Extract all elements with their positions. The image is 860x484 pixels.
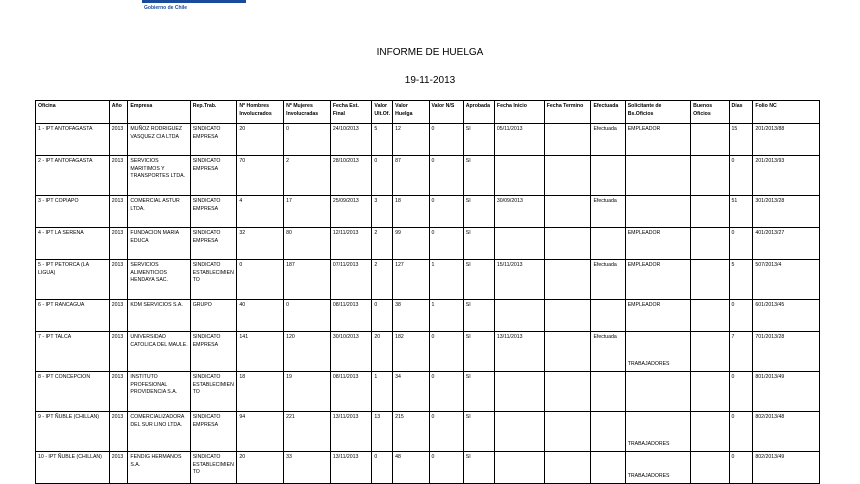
- table-cell: 4 - IPT LA SERENA: [36, 228, 110, 260]
- table-cell: 19: [284, 372, 331, 412]
- table-cell: [591, 372, 625, 412]
- table-cell: TRABAJADORES: [625, 412, 690, 452]
- table-cell: 0: [729, 300, 753, 332]
- col-header: Año: [109, 101, 128, 124]
- table-cell: 1: [429, 300, 463, 332]
- table-cell: [494, 228, 544, 260]
- table-cell: SI: [463, 332, 494, 372]
- col-header: Nº Mujeres Involucradas: [284, 101, 331, 124]
- table-cell: [494, 452, 544, 484]
- table-cell: 0: [372, 452, 393, 484]
- table-cell: 0: [729, 372, 753, 412]
- table-cell: SERVICIOS ALIMENTICIOS HENDAYA SAC.: [128, 260, 190, 300]
- table-cell: 1: [372, 372, 393, 412]
- table-cell: UNIVERSIDAD CATOLICA DEL MAULE.: [128, 332, 190, 372]
- strike-report-table: [35, 100, 820, 484]
- table-cell: [544, 156, 591, 196]
- table-cell: 20: [237, 124, 284, 156]
- table-header-row: [36, 101, 820, 124]
- table-cell: [494, 156, 544, 196]
- table-cell: SI: [463, 452, 494, 484]
- col-header: Efectuada: [591, 101, 625, 124]
- table-cell: SINDICATO ESTABLECIMIENTO: [190, 260, 237, 300]
- table-cell: 2013: [109, 228, 128, 260]
- government-logo: [142, 0, 246, 11]
- table-cell: KDM SERVICIOS S.A.: [128, 300, 190, 332]
- table-cell: [494, 300, 544, 332]
- table-cell: 0: [429, 332, 463, 372]
- table-cell: TRABAJADORES: [625, 452, 690, 484]
- table-cell: 15: [729, 124, 753, 156]
- table-cell: 2013: [109, 300, 128, 332]
- table-cell: [591, 228, 625, 260]
- col-header: Rep.Trab.: [190, 101, 237, 124]
- table-cell: Efectuada: [591, 124, 625, 156]
- table-cell: 30/09/2013: [494, 196, 544, 228]
- table-cell: 13/11/2013: [494, 332, 544, 372]
- table-cell: 507/2013/4: [753, 260, 820, 300]
- table-cell: [691, 228, 729, 260]
- table-cell: [544, 452, 591, 484]
- table-cell: INSTITUTO PROFESIONAL PROVIDENCIA S.A.: [128, 372, 190, 412]
- table-cell: [591, 156, 625, 196]
- table-cell: 2013: [109, 156, 128, 196]
- table-cell: 48: [393, 452, 429, 484]
- table-cell: 401/2013/27: [753, 228, 820, 260]
- table-cell: [494, 372, 544, 412]
- col-header: Aprobada: [463, 101, 494, 124]
- table-cell: [691, 300, 729, 332]
- col-header: Fecha Termino: [544, 101, 591, 124]
- table-cell: MUÑOZ RODRIGUEZ VASQUEZ CIA LTDA: [128, 124, 190, 156]
- table-cell: 221: [284, 412, 331, 452]
- table-cell: 8 - IPT CONCEPCION: [36, 372, 110, 412]
- table-cell: 2013: [109, 332, 128, 372]
- table-row: [36, 156, 820, 196]
- table-cell: [544, 332, 591, 372]
- table-cell: 25/09/2013: [330, 196, 372, 228]
- table-cell: 801/2013/49: [753, 372, 820, 412]
- table-cell: [691, 412, 729, 452]
- table-row: [36, 300, 820, 332]
- table-cell: 2013: [109, 196, 128, 228]
- table-cell: 13/11/2013: [330, 412, 372, 452]
- table-cell: SI: [463, 300, 494, 332]
- table-row: [36, 412, 820, 452]
- table-cell: [625, 156, 690, 196]
- table-cell: 2: [372, 228, 393, 260]
- table-cell: 9 - IPT ÑUBLE (CHILLAN): [36, 412, 110, 452]
- table-cell: 187: [284, 260, 331, 300]
- report-title: INFORME DE HUELGA: [376, 47, 484, 58]
- table-cell: EMPLEADOR: [625, 228, 690, 260]
- table-cell: SINDICATO EMPRESA: [190, 228, 237, 260]
- table-cell: 301/2013/28: [753, 196, 820, 228]
- table-cell: SINDICATO EMPRESA: [190, 124, 237, 156]
- table-cell: 30/10/2013: [330, 332, 372, 372]
- col-header: Valor Ult.Of.: [372, 101, 393, 124]
- table-cell: FUNDACION MARIA EDUCA: [128, 228, 190, 260]
- table-cell: 4: [237, 196, 284, 228]
- table-cell: 0: [729, 452, 753, 484]
- table-cell: 0: [429, 412, 463, 452]
- table-cell: 20: [237, 452, 284, 484]
- table-cell: SI: [463, 260, 494, 300]
- table-cell: SI: [463, 124, 494, 156]
- table-row: [36, 196, 820, 228]
- col-header: Buenos Oficios: [691, 101, 729, 124]
- col-header: Valor Huelga: [393, 101, 429, 124]
- table-cell: 0: [429, 228, 463, 260]
- table-cell: [544, 372, 591, 412]
- col-header: Nº Hombres Involucrados: [237, 101, 284, 124]
- table-cell: SI: [463, 156, 494, 196]
- report-date: 19-11-2013: [404, 75, 456, 86]
- table-cell: 13/11/2013: [330, 452, 372, 484]
- table-cell: EMPLEADOR: [625, 124, 690, 156]
- table-cell: [691, 452, 729, 484]
- table-cell: 0: [372, 300, 393, 332]
- table-cell: [544, 300, 591, 332]
- table-cell: 2: [284, 156, 331, 196]
- table-cell: 701/2013/28: [753, 332, 820, 372]
- table-cell: 15/11/2013: [494, 260, 544, 300]
- col-header: Folio NC: [753, 101, 820, 124]
- table-cell: 38: [393, 300, 429, 332]
- col-header: Valor N/S: [429, 101, 463, 124]
- table-cell: 802/2013/48: [753, 412, 820, 452]
- table-cell: [544, 260, 591, 300]
- table-cell: 10 - IPT ÑUBLE (CHILLAN): [36, 452, 110, 484]
- table-cell: [494, 412, 544, 452]
- table-cell: 70: [237, 156, 284, 196]
- table-body: [36, 124, 820, 484]
- table-row: [36, 260, 820, 300]
- table-cell: [625, 196, 690, 228]
- table-cell: 2 - IPT ANTOFAGASTA: [36, 156, 110, 196]
- table-cell: 2: [372, 260, 393, 300]
- col-header: Fecha Est. Final: [330, 101, 372, 124]
- table-cell: FENDIG HERMANOS S.A.: [128, 452, 190, 484]
- table-cell: [544, 124, 591, 156]
- table-cell: 0: [429, 452, 463, 484]
- table-cell: 94: [237, 412, 284, 452]
- table-cell: 6 - IPT RANCAGUA: [36, 300, 110, 332]
- table-cell: 07/11/2013: [330, 260, 372, 300]
- table-cell: EMPLEADOR: [625, 260, 690, 300]
- table-cell: 32: [237, 228, 284, 260]
- table-cell: 2013: [109, 412, 128, 452]
- table-cell: 802/2013/49: [753, 452, 820, 484]
- table-cell: 201/2013/93: [753, 156, 820, 196]
- table-cell: [625, 372, 690, 412]
- table-cell: 1: [429, 260, 463, 300]
- table-cell: [544, 196, 591, 228]
- col-header: Fecha Inicio: [494, 101, 544, 124]
- table-cell: GRUPO: [190, 300, 237, 332]
- table-cell: 3 - IPT COPIAPO: [36, 196, 110, 228]
- table-cell: 2013: [109, 260, 128, 300]
- table-cell: Efectuada: [591, 260, 625, 300]
- table-cell: 120: [284, 332, 331, 372]
- table-cell: 20: [372, 332, 393, 372]
- table-cell: COMERCIAL ASTUR LTDA.: [128, 196, 190, 228]
- table-row: [36, 228, 820, 260]
- table-row: [36, 332, 820, 372]
- table-cell: SINDICATO EMPRESA: [190, 332, 237, 372]
- table-row: [36, 372, 820, 412]
- table-cell: 0: [237, 260, 284, 300]
- table-cell: 13: [372, 412, 393, 452]
- table-cell: 0: [429, 124, 463, 156]
- table-cell: SERVICIOS MARITIMOS Y TRANSPORTES LTDA.: [128, 156, 190, 196]
- table-cell: 24/10/2013: [330, 124, 372, 156]
- table-cell: 51: [729, 196, 753, 228]
- table-cell: 127: [393, 260, 429, 300]
- col-header: Solicitante de Bs.Oficios: [625, 101, 690, 124]
- table-row: [36, 124, 820, 156]
- table-cell: 201/2013/88: [753, 124, 820, 156]
- table-cell: 05/11/2013: [494, 124, 544, 156]
- table-cell: 601/2013/45: [753, 300, 820, 332]
- table-cell: SI: [463, 228, 494, 260]
- table-cell: 0: [284, 300, 331, 332]
- table-cell: 5: [729, 260, 753, 300]
- table-cell: 99: [393, 228, 429, 260]
- table-cell: SINDICATO EMPRESA: [190, 196, 237, 228]
- table-row: [36, 452, 820, 484]
- table-cell: SINDICATO EMPRESA: [190, 412, 237, 452]
- table-cell: SI: [463, 196, 494, 228]
- table-cell: 17: [284, 196, 331, 228]
- table-cell: [691, 332, 729, 372]
- table-cell: 0: [429, 372, 463, 412]
- table-cell: 0: [429, 196, 463, 228]
- table-cell: 5: [372, 124, 393, 156]
- table-cell: SINDICATO ESTABLECIMIENTO: [190, 372, 237, 412]
- table-cell: 7: [729, 332, 753, 372]
- table-cell: 2013: [109, 452, 128, 484]
- table-cell: 33: [284, 452, 331, 484]
- table-cell: 0: [372, 156, 393, 196]
- table-cell: 18: [237, 372, 284, 412]
- table-cell: 80: [284, 228, 331, 260]
- table-cell: 18: [393, 196, 429, 228]
- table-cell: EMPLEADOR: [625, 300, 690, 332]
- table-cell: TRABAJADORES: [625, 332, 690, 372]
- table-cell: [591, 412, 625, 452]
- table-cell: SINDICATO EMPRESA: [190, 156, 237, 196]
- table-cell: [691, 260, 729, 300]
- table-cell: 0: [729, 156, 753, 196]
- table-cell: 40: [237, 300, 284, 332]
- table-cell: 1 - IPT ANTOFAGASTA: [36, 124, 110, 156]
- table-cell: [544, 228, 591, 260]
- col-header: Días: [729, 101, 753, 124]
- table-cell: Efectuada: [591, 332, 625, 372]
- table-cell: 0: [729, 228, 753, 260]
- table-cell: [691, 372, 729, 412]
- table-cell: 2013: [109, 372, 128, 412]
- table-cell: 87: [393, 156, 429, 196]
- table-cell: 2013: [109, 124, 128, 156]
- table-cell: 08/11/2013: [330, 372, 372, 412]
- table-cell: 12: [393, 124, 429, 156]
- col-header: Empresa: [128, 101, 190, 124]
- table-cell: 34: [393, 372, 429, 412]
- logo-color-bar: [142, 0, 246, 3]
- table-cell: 0: [729, 412, 753, 452]
- table-cell: 0: [284, 124, 331, 156]
- table-cell: 141: [237, 332, 284, 372]
- table-cell: SINDICATO ESTABLECIMIENTO: [190, 452, 237, 484]
- table-cell: SI: [463, 372, 494, 412]
- table-cell: 08/11/2013: [330, 300, 372, 332]
- table-cell: 0: [429, 156, 463, 196]
- table-cell: 3: [372, 196, 393, 228]
- col-header: Oficina: [36, 101, 110, 124]
- table-cell: 7 - IPT TALCA: [36, 332, 110, 372]
- table-cell: 12/11/2013: [330, 228, 372, 260]
- table-cell: [591, 300, 625, 332]
- table-cell: [691, 156, 729, 196]
- table-cell: Efectuada: [591, 196, 625, 228]
- table-cell: SI: [463, 412, 494, 452]
- table-cell: [591, 452, 625, 484]
- table-cell: [544, 412, 591, 452]
- table-cell: 215: [393, 412, 429, 452]
- table-cell: 182: [393, 332, 429, 372]
- table-cell: COMERCIALIZADORA DEL SUR LINO LTDA.: [128, 412, 190, 452]
- table-cell: 5 - IPT PETORCA (LA LIGUA): [36, 260, 110, 300]
- table-cell: 28/10/2013: [330, 156, 372, 196]
- table-cell: [691, 196, 729, 228]
- table-cell: [691, 124, 729, 156]
- logo-text: Gobierno de Chile: [144, 5, 188, 11]
